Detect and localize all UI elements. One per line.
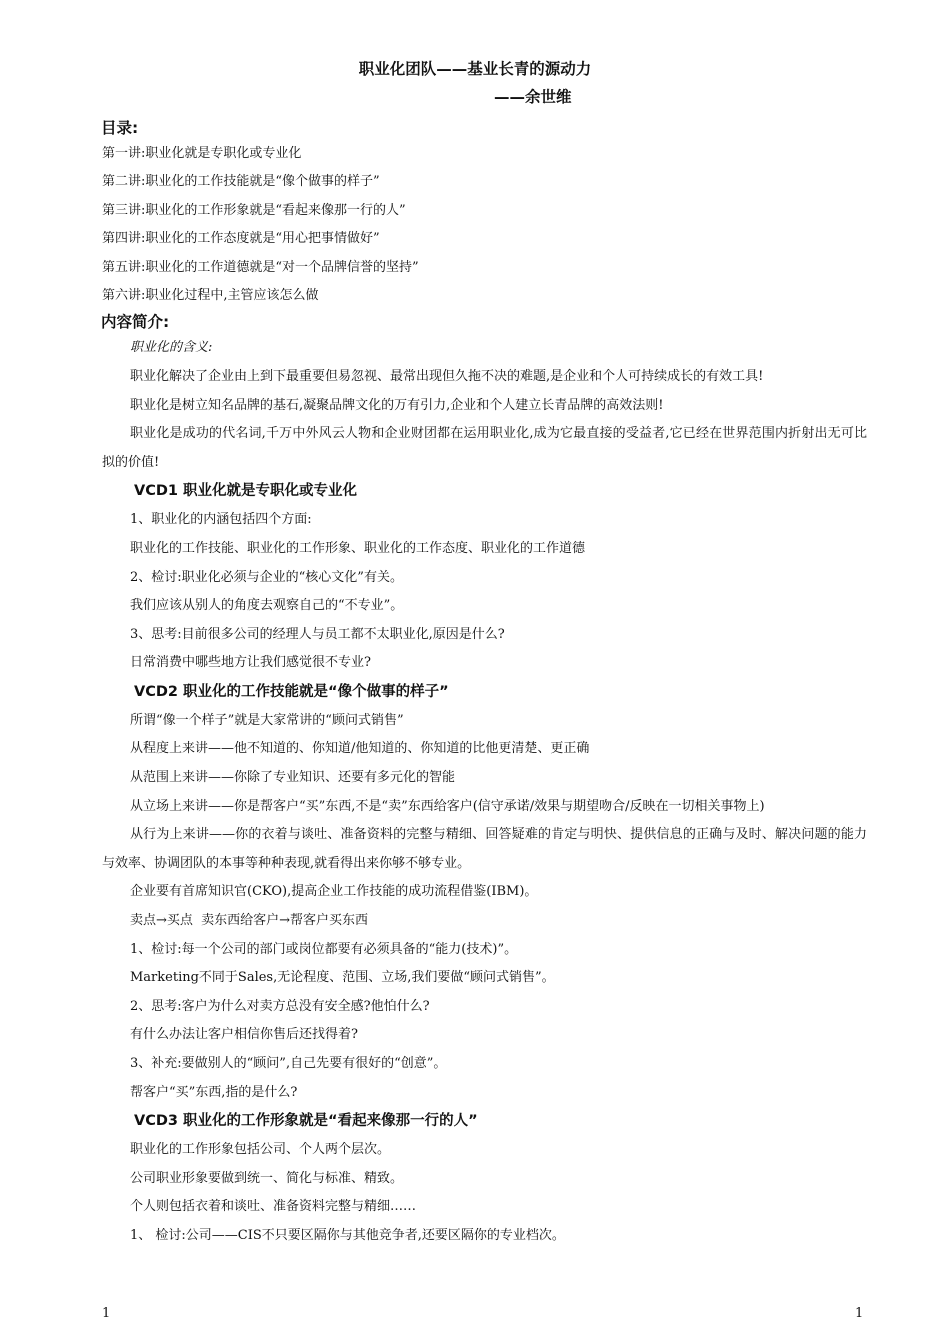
vcd2-line: 从范围上来讲——你除了专业知识、还要有多元化的智能 xyxy=(130,770,456,786)
toc-item: 第五讲:职业化的工作道德就是“对一个品牌信誉的坚持” xyxy=(102,259,419,275)
intro-label: 职业化的含义: xyxy=(130,340,213,356)
vcd2-line: 1、检讨:每一个公司的部门或岗位都要有必须具备的“能力(技术)”。 xyxy=(130,941,518,957)
vcd1-heading: VCD1 职业化就是专职化或专业化 xyxy=(134,483,358,500)
intro-paragraph: 职业化是成功的代名词,千万中外风云人物和企业财团都在运用职业化,成为它最直接的受益者,它已经在世界范围内折射出无可比拟的价值! xyxy=(102,426,867,470)
vcd2-line: 从行为上来讲——你的衣着与谈吐、准备资料的完整与精细、回答疑难的肯定与明快、提供信息的正确与及时、解决问题的能力与效率、协调团队的本事等种种表现,就看得出来你够不够专业。 xyxy=(102,827,867,871)
vcd2-line: 从程度上来讲——他不知道的、你知道/他知道的、你知道的比他更清楚、更正确 xyxy=(130,741,590,757)
toc-item: 第一讲:职业化就是专职化或专业化 xyxy=(102,146,302,161)
page-number-right: 1 xyxy=(855,1306,864,1321)
vcd3-line: 公司职业形象要做到统一、简化与标准、精致。 xyxy=(130,1170,404,1186)
vcd2-line: 从立场上来讲——你是帮客户“买”东西,不是“卖”东西给客户(信守承诺/效果与期望吻合/反映在一切相关事物上) xyxy=(130,798,765,814)
vcd2-heading: VCD2 职业化的工作技能就是“像个做事的样子” xyxy=(134,683,449,700)
vcd3-line: 1、 检讨:公司——CIS不只要区隔你与其他竞争者,还要区隔你的专业档次。 xyxy=(130,1227,565,1243)
vcd1-line: 我们应该从别人的角度去观察自己的“不专业”。 xyxy=(130,598,404,614)
vcd2-line: 卖点→买点 卖东西给客户→帮客户买东西 xyxy=(130,913,369,929)
document-author: ——余世维 xyxy=(494,88,572,106)
toc-item: 第四讲:职业化的工作态度就是“用心把事情做好” xyxy=(102,231,380,247)
intro-heading: 内容简介: xyxy=(101,313,170,332)
document-body xyxy=(102,116,867,1251)
vcd2-line: 帮客户“买”东西,指的是什么? xyxy=(130,1084,298,1100)
vcd2-line: Marketing不同于Sales,无论程度、范围、立场,我们要做“顾问式销售”。 xyxy=(130,970,555,986)
vcd1-line: 职业化的工作技能、职业化的工作形象、职业化的工作态度、职业化的工作道德 xyxy=(130,540,586,556)
vcd1-line: 3、思考:目前很多公司的经理人与员工都不太职业化,原因是什么? xyxy=(130,626,505,642)
toc-heading: 目录: xyxy=(101,119,139,137)
vcd1-line: 2、检讨:职业化必须与企业的“核心文化”有关。 xyxy=(130,569,403,585)
toc-list xyxy=(102,140,867,310)
toc-item: 第二讲:职业化的工作技能就是“像个做事的样子” xyxy=(102,174,380,190)
vcd2-line: 有什么办法让客户相信你售后还找得着? xyxy=(130,1027,358,1043)
document-title: 职业化团队——基业长青的源动力 xyxy=(358,60,592,78)
vcd2-line: 企业要有首席知识官(CKO),提高企业工作技能的成功流程借鉴(IBM)。 xyxy=(130,884,538,900)
vcd3-heading: VCD3 职业化的工作形象就是“看起来像那一行的人” xyxy=(134,1113,478,1130)
toc-item: 第六讲:职业化过程中,主管应该怎么做 xyxy=(102,287,319,303)
vcd3-line: 职业化的工作形象包括公司、个人两个层次。 xyxy=(130,1142,391,1158)
vcd1-line: 日常消费中哪些地方让我们感觉很不专业? xyxy=(130,655,371,671)
vcd2-line: 3、补充:要做别人的“顾问”,自己先要有很好的“创意”。 xyxy=(130,1056,447,1071)
vcd2-line: 2、思考:客户为什么对卖方总没有安全感?他怕什么? xyxy=(130,998,430,1014)
toc-item: 第三讲:职业化的工作形象就是“看起来像那一行的人” xyxy=(102,202,406,218)
intro-paragraph: 职业化解决了企业由上到下最重要但易忽视、最常出现但久拖不决的难题,是企业和个人可持续成长的有效工具! xyxy=(130,368,764,384)
vcd3-line: 个人则包括衣着和谈吐、准备资料完整与精细…… xyxy=(130,1199,417,1215)
page-number-left: 1 xyxy=(102,1306,111,1321)
intro-paragraph: 职业化是树立知名品牌的基石,凝聚品牌文化的万有引力,企业和个人建立长青品牌的高效法则! xyxy=(130,397,664,413)
vcd1-line: 1、职业化的内涵包括四个方面: xyxy=(130,512,312,528)
vcd2-line: 所谓“像一个样子”就是大家常讲的“顾问式销售” xyxy=(130,712,404,728)
